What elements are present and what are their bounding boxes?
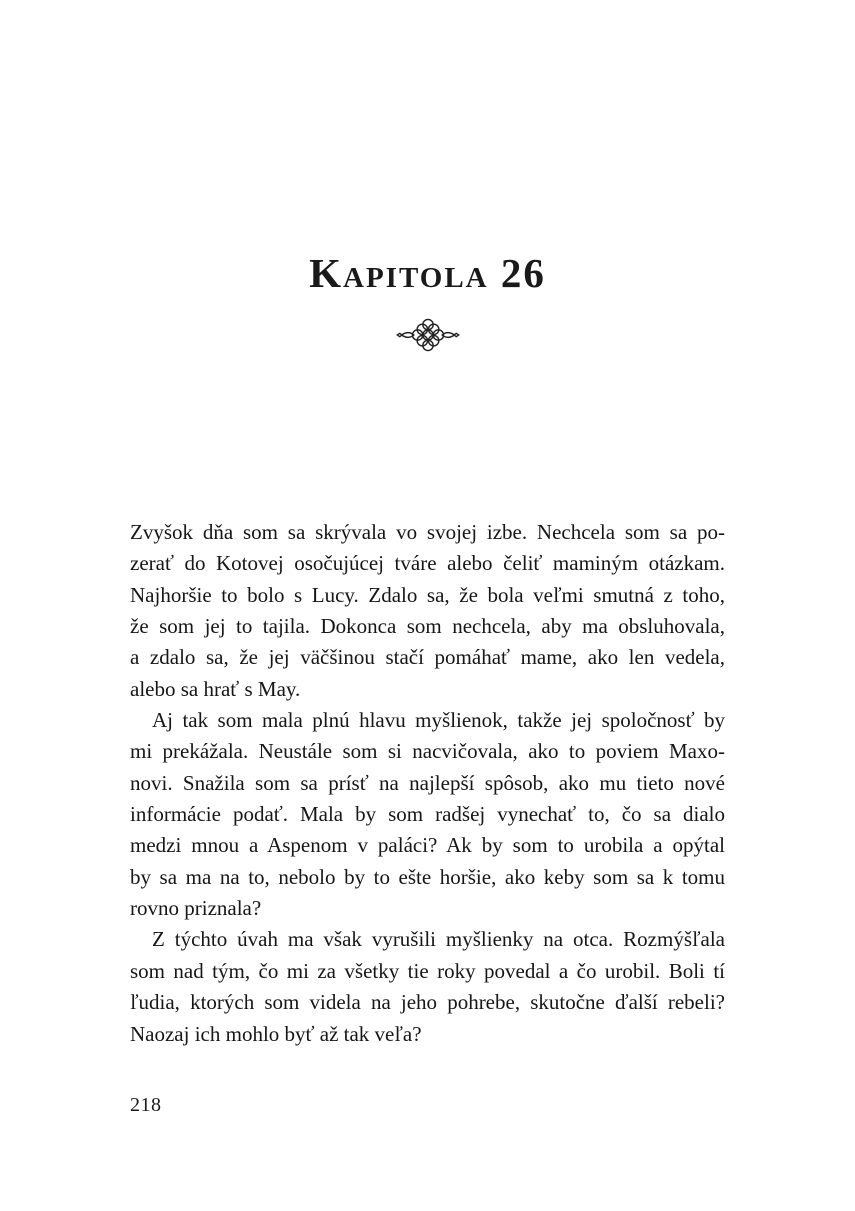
knot-fleuron-icon	[395, 314, 461, 356]
text-line: ľudia, ktorých som videla na jeho pohrebe, skutočne ďalší rebeli?	[130, 990, 725, 1015]
text-line: medzi mnou a Aspenom v paláci? Ak by som to urobila a opýtal	[130, 833, 725, 858]
page-number: 218	[130, 1094, 162, 1116]
text-line: zerať do Kotovej osočujúcej tváre alebo čeliť maminým otázkam.	[130, 551, 725, 576]
chapter-title: Kapitola 26	[309, 250, 546, 296]
text-line: Najhoršie to bolo s Lucy. Zdalo sa, že bola veľmi smutná z toho,	[130, 582, 725, 607]
text-line: novi. Snažila som sa prísť na najlepší spôsob, ako mu tieto nové	[130, 770, 725, 795]
text-line: mi prekážala. Neustále som si nacvičovala, ako to poviem Maxo-	[130, 739, 725, 764]
text-line: rovno priznala?	[130, 896, 262, 921]
text-line: Naozaj ich mohlo byť až tak veľa?	[130, 1021, 422, 1046]
text-line: som nad tým, čo mi za všetky tie roky povedal a čo urobil. Boli tí	[130, 958, 725, 983]
text-line: Z týchto úvah ma však vyrušili myšlienky na otca. Rozmýšľala	[152, 927, 725, 952]
body-text	[130, 517, 725, 1050]
text-line: Aj tak som mala plnú hlavu myšlienok, takže jej spoločnosť by	[152, 708, 725, 733]
text-line: alebo sa hrať s May.	[130, 676, 301, 701]
text-line: by sa ma na to, nebolo by to ešte horšie, ako keby som sa k tomu	[130, 864, 725, 889]
text-line: že som jej to tajila. Dokonca som nechcela, aby ma obsluhovala,	[130, 614, 725, 639]
paragraph	[130, 705, 725, 924]
text-line: a zdalo sa, že jej väčšinou stačí pomáhať mame, ako len vedela,	[130, 645, 725, 670]
paragraph	[130, 517, 725, 705]
paragraph	[130, 924, 725, 1049]
text-line: Zvyšok dňa som sa skrývala vo svojej izbe. Nechcela som sa po-	[130, 520, 725, 544]
text-line: informácie podať. Mala by som radšej vynechať to, čo sa dialo	[130, 802, 725, 827]
